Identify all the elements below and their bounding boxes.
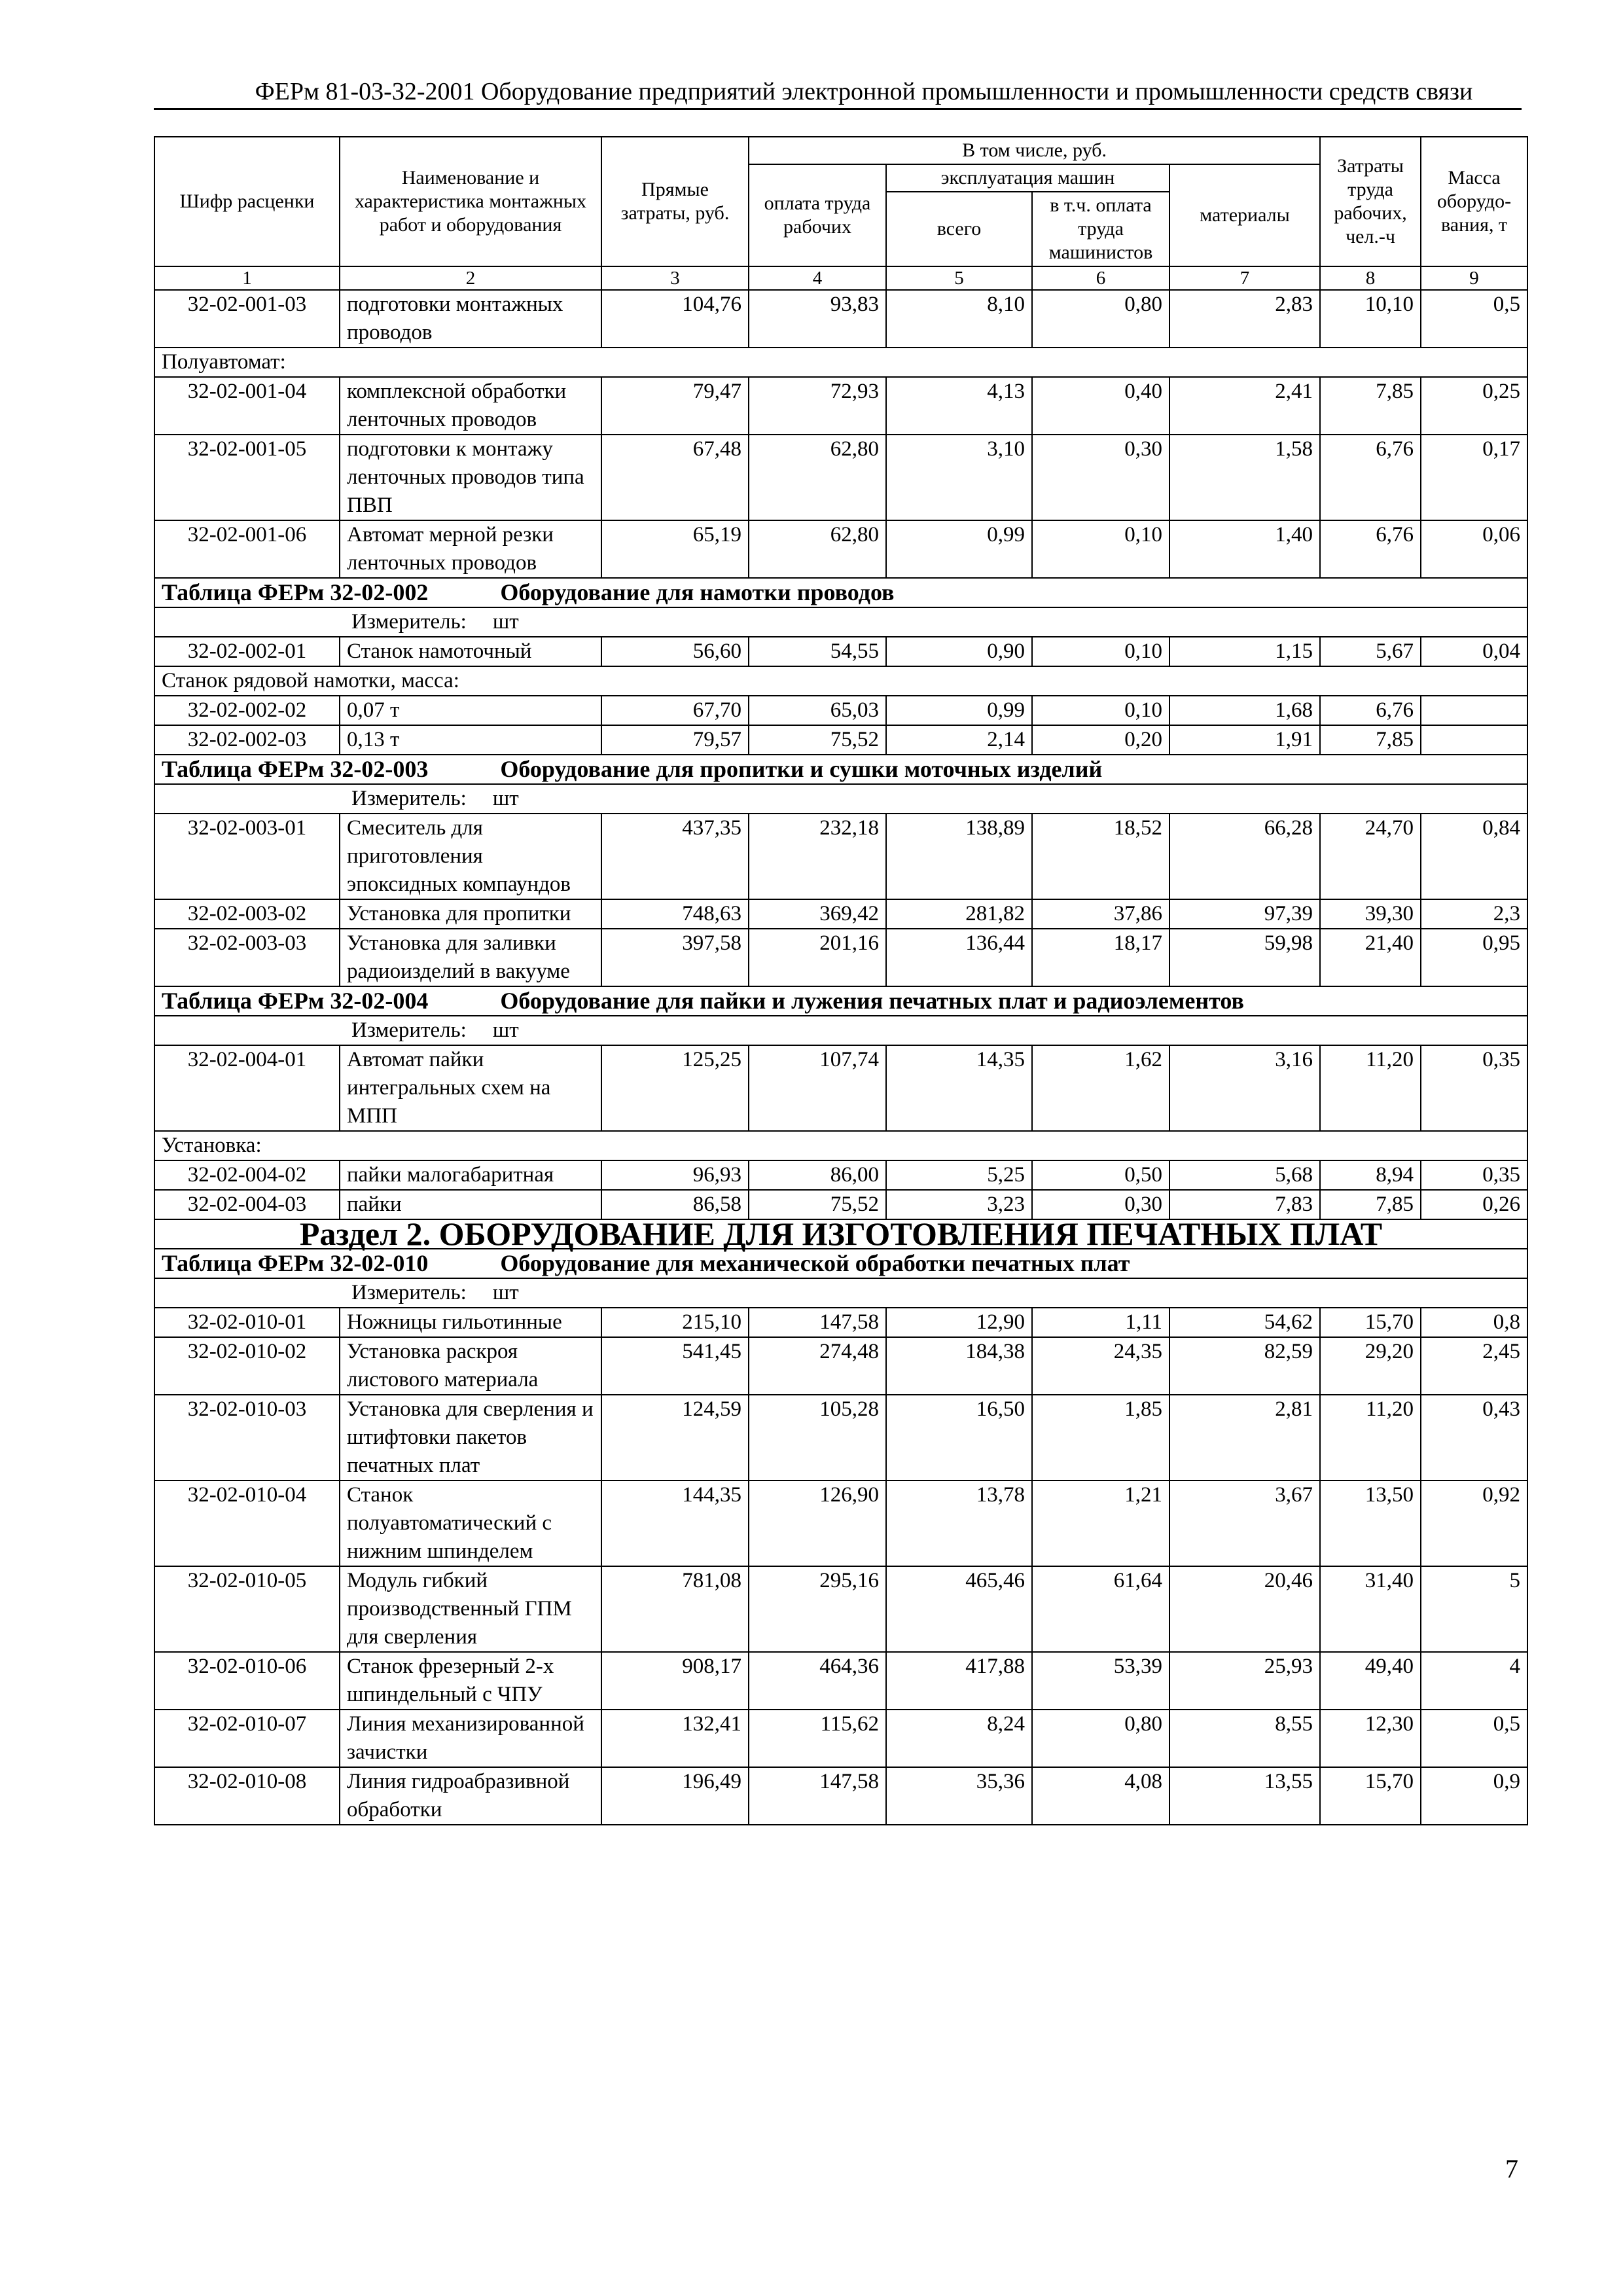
- group-label-row: [154, 348, 1527, 377]
- table-title-cell: [154, 755, 1527, 784]
- cell-labor-costs: 13,50: [1320, 1480, 1421, 1566]
- rate-code: 32-02-010-08: [154, 1767, 340, 1825]
- cell-machinist-wages: 18,52: [1032, 814, 1169, 899]
- cell-labor-costs: 8,94: [1320, 1160, 1421, 1190]
- table-label: Таблица ФЕРм 32-02-002: [162, 579, 429, 605]
- cell-machines-total: 417,88: [886, 1652, 1032, 1710]
- cell-materials: 1,15: [1169, 637, 1320, 666]
- cell-equipment-mass: 0,04: [1421, 637, 1527, 666]
- item-name: Ножницы гильотинные: [340, 1308, 601, 1337]
- page-number: 7: [1505, 2154, 1518, 2183]
- measure-cell: [154, 1278, 1527, 1308]
- table-row: [154, 1710, 1527, 1767]
- rate-code: 32-02-001-03: [154, 290, 340, 348]
- cell-machinist-wages: 1,62: [1032, 1045, 1169, 1131]
- cell-direct-costs: 541,45: [601, 1337, 749, 1395]
- cell-machinist-wages: 0,50: [1032, 1160, 1169, 1190]
- measure-cell: [154, 607, 1527, 637]
- cell-labor-costs: 12,30: [1320, 1710, 1421, 1767]
- cell-labor-costs: 6,76: [1320, 520, 1421, 578]
- cell-materials: 3,67: [1169, 1480, 1320, 1566]
- measure-label: Измеритель:: [351, 1018, 467, 1042]
- header-machinist-wages: в т.ч. оплата труда машинистов: [1032, 192, 1169, 266]
- header-including: В том числе, руб.: [749, 137, 1320, 164]
- header-rule: [154, 108, 1522, 110]
- cell-labor-costs: 11,20: [1320, 1045, 1421, 1131]
- header-wages: оплата труда рабочих: [749, 164, 886, 266]
- cell-machinist-wages: 0,40: [1032, 377, 1169, 435]
- cell-labor-costs: 31,40: [1320, 1566, 1421, 1652]
- item-name: подготовки монтажных проводов: [340, 290, 601, 348]
- cell-direct-costs: 56,60: [601, 637, 749, 666]
- cell-materials: 97,39: [1169, 899, 1320, 929]
- table-title-row: [154, 755, 1527, 784]
- cell-equipment-mass: 0,8: [1421, 1308, 1527, 1337]
- header-code: Шифр расценки: [154, 137, 340, 266]
- cell-machinist-wages: 0,10: [1032, 696, 1169, 725]
- cell-labor-costs: 7,85: [1320, 1190, 1421, 1219]
- cell-wages: 65,03: [749, 696, 886, 725]
- measure-unit: шт: [492, 1281, 519, 1304]
- cell-wages: 274,48: [749, 1337, 886, 1395]
- cell-materials: 66,28: [1169, 814, 1320, 899]
- cell-labor-costs: 24,70: [1320, 814, 1421, 899]
- cell-machines-total: 0,99: [886, 520, 1032, 578]
- cell-machinist-wages: 24,35: [1032, 1337, 1169, 1395]
- cell-materials: 20,46: [1169, 1566, 1320, 1652]
- cell-wages: 464,36: [749, 1652, 886, 1710]
- measure-unit: шт: [492, 787, 519, 810]
- rate-code: 32-02-002-03: [154, 725, 340, 755]
- cell-machines-total: 14,35: [886, 1045, 1032, 1131]
- item-name: Станок полуавтоматический с нижним шпинделем: [340, 1480, 601, 1566]
- cell-wages: 369,42: [749, 899, 886, 929]
- cell-wages: 295,16: [749, 1566, 886, 1652]
- cell-labor-costs: 6,76: [1320, 696, 1421, 725]
- cell-materials: 2,81: [1169, 1395, 1320, 1480]
- rate-code: 32-02-004-01: [154, 1045, 340, 1131]
- cell-labor-costs: 6,76: [1320, 435, 1421, 520]
- table-row: [154, 725, 1527, 755]
- rate-code: 32-02-010-05: [154, 1566, 340, 1652]
- cell-wages: 115,62: [749, 1710, 886, 1767]
- item-name: Установка раскроя листового материала: [340, 1337, 601, 1395]
- table-row: [154, 1395, 1527, 1480]
- cell-wages: 107,74: [749, 1045, 886, 1131]
- cell-machines-total: 12,90: [886, 1308, 1032, 1337]
- table-title-cell: [154, 986, 1527, 1016]
- column-number: 6: [1032, 266, 1169, 290]
- cell-machinist-wages: 1,11: [1032, 1308, 1169, 1337]
- table-title-cell: [154, 578, 1527, 607]
- rate-code: 32-02-003-01: [154, 814, 340, 899]
- rate-code: 32-02-002-02: [154, 696, 340, 725]
- cell-equipment-mass: 0,35: [1421, 1045, 1527, 1131]
- cell-machines-total: 0,90: [886, 637, 1032, 666]
- cell-machinist-wages: 0,80: [1032, 1710, 1169, 1767]
- table-label: Таблица ФЕРм 32-02-010: [162, 1250, 429, 1276]
- cell-wages: 232,18: [749, 814, 886, 899]
- cell-materials: 82,59: [1169, 1337, 1320, 1395]
- cell-equipment-mass: 0,25: [1421, 377, 1527, 435]
- section-row: [154, 1219, 1527, 1249]
- cell-machines-total: 138,89: [886, 814, 1032, 899]
- item-name: Станок фрезерный 2-х шпиндельный с ЧПУ: [340, 1652, 601, 1710]
- cell-equipment-mass: 0,84: [1421, 814, 1527, 899]
- cell-materials: 2,41: [1169, 377, 1320, 435]
- cell-labor-costs: 21,40: [1320, 929, 1421, 986]
- cell-direct-costs: 748,63: [601, 899, 749, 929]
- cell-direct-costs: 67,70: [601, 696, 749, 725]
- table-body: [154, 290, 1527, 1825]
- cell-labor-costs: 15,70: [1320, 1308, 1421, 1337]
- cell-materials: 25,93: [1169, 1652, 1320, 1710]
- cell-materials: 1,40: [1169, 520, 1320, 578]
- table-title-row: [154, 986, 1527, 1016]
- column-number: 5: [886, 266, 1032, 290]
- cell-wages: 93,83: [749, 290, 886, 348]
- table-row: [154, 637, 1527, 666]
- item-name: Автомат пайки интегральных схем на МПП: [340, 1045, 601, 1131]
- cell-equipment-mass: 0,35: [1421, 1160, 1527, 1190]
- item-name: 0,13 т: [340, 725, 601, 755]
- cell-wages: 62,80: [749, 520, 886, 578]
- column-number: 2: [340, 266, 601, 290]
- measure-row: [154, 1278, 1527, 1308]
- cell-materials: 1,68: [1169, 696, 1320, 725]
- cell-direct-costs: 86,58: [601, 1190, 749, 1219]
- cell-materials: 59,98: [1169, 929, 1320, 986]
- rate-code: 32-02-002-01: [154, 637, 340, 666]
- cell-materials: 13,55: [1169, 1767, 1320, 1825]
- header-name: Наименование и характеристика монтажных работ и оборудования: [340, 137, 601, 266]
- cell-equipment-mass: [1421, 725, 1527, 755]
- cell-machines-total: 5,25: [886, 1160, 1032, 1190]
- item-name: Линия гидроабразивной обработки: [340, 1767, 601, 1825]
- table-row: [154, 520, 1527, 578]
- cell-machines-total: 35,36: [886, 1767, 1032, 1825]
- rates-table: [154, 136, 1528, 1825]
- rate-code: 32-02-010-02: [154, 1337, 340, 1395]
- table-title: Оборудование для механической обработки печатных плат: [500, 1250, 1130, 1276]
- cell-direct-costs: 65,19: [601, 520, 749, 578]
- cell-machines-total: 16,50: [886, 1395, 1032, 1480]
- cell-equipment-mass: 0,92: [1421, 1480, 1527, 1566]
- table-row: [154, 1337, 1527, 1395]
- cell-wages: 62,80: [749, 435, 886, 520]
- measure-label: Измеритель:: [351, 610, 467, 634]
- cell-machinist-wages: 61,64: [1032, 1566, 1169, 1652]
- table-row: [154, 1045, 1527, 1131]
- cell-wages: 147,58: [749, 1308, 886, 1337]
- column-numbers-row: [154, 266, 1527, 290]
- table-row: [154, 696, 1527, 725]
- table-row: [154, 435, 1527, 520]
- group-label-row: [154, 1131, 1527, 1160]
- cell-wages: 105,28: [749, 1395, 886, 1480]
- cell-labor-costs: 49,40: [1320, 1652, 1421, 1710]
- table-title: Оборудование для пайки и лужения печатных плат и радиоэлементов: [500, 988, 1244, 1014]
- cell-machines-total: 13,78: [886, 1480, 1032, 1566]
- group-label: Станок рядовой намотки, масса:: [154, 666, 1527, 696]
- cell-machinist-wages: 0,80: [1032, 290, 1169, 348]
- cell-machinist-wages: 0,30: [1032, 435, 1169, 520]
- cell-machinist-wages: 53,39: [1032, 1652, 1169, 1710]
- cell-machines-total: 8,10: [886, 290, 1032, 348]
- cell-machinist-wages: 0,30: [1032, 1190, 1169, 1219]
- item-name: пайки: [340, 1190, 601, 1219]
- cell-direct-costs: 125,25: [601, 1045, 749, 1131]
- cell-equipment-mass: 0,26: [1421, 1190, 1527, 1219]
- cell-machines-total: 2,14: [886, 725, 1032, 755]
- cell-equipment-mass: 0,5: [1421, 1710, 1527, 1767]
- rate-code: 32-02-004-02: [154, 1160, 340, 1190]
- column-number: 3: [601, 266, 749, 290]
- rate-code: 32-02-010-06: [154, 1652, 340, 1710]
- cell-machines-total: 136,44: [886, 929, 1032, 986]
- cell-wages: 75,52: [749, 725, 886, 755]
- table-row: [154, 1566, 1527, 1652]
- cell-machines-total: 3,23: [886, 1190, 1032, 1219]
- rate-code: 32-02-010-07: [154, 1710, 340, 1767]
- table-header: [154, 137, 1527, 290]
- table-row: [154, 1652, 1527, 1710]
- cell-equipment-mass: 0,06: [1421, 520, 1527, 578]
- table-title: Оборудование для намотки проводов: [500, 579, 895, 605]
- cell-equipment-mass: 0,9: [1421, 1767, 1527, 1825]
- cell-direct-costs: 908,17: [601, 1652, 749, 1710]
- cell-machinist-wages: 0,10: [1032, 520, 1169, 578]
- table-row: [154, 929, 1527, 986]
- cell-equipment-mass: 0,5: [1421, 290, 1527, 348]
- rate-code: 32-02-001-05: [154, 435, 340, 520]
- measure-cell: [154, 1016, 1527, 1045]
- column-number: 1: [154, 266, 340, 290]
- cell-wages: 126,90: [749, 1480, 886, 1566]
- table-row: [154, 1160, 1527, 1190]
- table-row: [154, 1480, 1527, 1566]
- measure-row: [154, 784, 1527, 814]
- cell-direct-costs: 397,58: [601, 929, 749, 986]
- item-name: Установка для сверления и штифтовки пакетов печатных плат: [340, 1395, 601, 1480]
- header-labor-costs: Затраты труда рабочих, чел.-ч: [1320, 137, 1421, 266]
- item-name: пайки малогабаритная: [340, 1160, 601, 1190]
- cell-labor-costs: 39,30: [1320, 899, 1421, 929]
- item-name: комплексной обработки ленточных проводов: [340, 377, 601, 435]
- measure-row: [154, 607, 1527, 637]
- cell-machinist-wages: 0,20: [1032, 725, 1169, 755]
- item-name: Модуль гибкий производственный ГПМ для сверления: [340, 1566, 601, 1652]
- cell-direct-costs: 132,41: [601, 1710, 749, 1767]
- column-number: 4: [749, 266, 886, 290]
- cell-equipment-mass: 5: [1421, 1566, 1527, 1652]
- cell-direct-costs: 104,76: [601, 290, 749, 348]
- item-name: Станок намоточный: [340, 637, 601, 666]
- table-row: [154, 290, 1527, 348]
- cell-wages: 86,00: [749, 1160, 886, 1190]
- cell-direct-costs: 79,47: [601, 377, 749, 435]
- measure-unit: шт: [492, 610, 519, 634]
- cell-direct-costs: 79,57: [601, 725, 749, 755]
- table-title-row: [154, 1249, 1527, 1278]
- cell-direct-costs: 67,48: [601, 435, 749, 520]
- cell-labor-costs: 7,85: [1320, 377, 1421, 435]
- cell-materials: 54,62: [1169, 1308, 1320, 1337]
- cell-materials: 8,55: [1169, 1710, 1320, 1767]
- item-name: 0,07 т: [340, 696, 601, 725]
- table-label: Таблица ФЕРм 32-02-004: [162, 988, 429, 1014]
- cell-equipment-mass: 0,95: [1421, 929, 1527, 986]
- cell-equipment-mass: 2,3: [1421, 899, 1527, 929]
- cell-materials: 5,68: [1169, 1160, 1320, 1190]
- column-number: 7: [1169, 266, 1320, 290]
- column-number: 9: [1421, 266, 1527, 290]
- cell-equipment-mass: [1421, 696, 1527, 725]
- cell-machines-total: 0,99: [886, 696, 1032, 725]
- cell-machines-total: 8,24: [886, 1710, 1032, 1767]
- column-number: 8: [1320, 266, 1421, 290]
- table-row: [154, 377, 1527, 435]
- rate-code: 32-02-004-03: [154, 1190, 340, 1219]
- item-name: Смеситель для приготовления эпоксидных компаундов: [340, 814, 601, 899]
- cell-wages: 72,93: [749, 377, 886, 435]
- cell-machines-total: 465,46: [886, 1566, 1032, 1652]
- cell-direct-costs: 437,35: [601, 814, 749, 899]
- header-equipment-mass: Масса оборудо-вания, т: [1421, 137, 1527, 266]
- cell-labor-costs: 29,20: [1320, 1337, 1421, 1395]
- table-label: Таблица ФЕРм 32-02-003: [162, 756, 429, 782]
- cell-materials: 1,91: [1169, 725, 1320, 755]
- rate-code: 32-02-003-03: [154, 929, 340, 986]
- table-row: [154, 899, 1527, 929]
- cell-machines-total: 184,38: [886, 1337, 1032, 1395]
- group-label: Установка:: [154, 1131, 1527, 1160]
- cell-machines-total: 281,82: [886, 899, 1032, 929]
- cell-machinist-wages: 4,08: [1032, 1767, 1169, 1825]
- cell-equipment-mass: 0,17: [1421, 435, 1527, 520]
- cell-materials: 2,83: [1169, 290, 1320, 348]
- table-row: [154, 814, 1527, 899]
- measure-cell: [154, 784, 1527, 814]
- header-machines-total: всего: [886, 192, 1032, 266]
- cell-machines-total: 4,13: [886, 377, 1032, 435]
- item-name: Автомат мерной резки ленточных проводов: [340, 520, 601, 578]
- cell-machinist-wages: 0,10: [1032, 637, 1169, 666]
- cell-wages: 54,55: [749, 637, 886, 666]
- rate-code: 32-02-001-04: [154, 377, 340, 435]
- cell-equipment-mass: 2,45: [1421, 1337, 1527, 1395]
- cell-direct-costs: 196,49: [601, 1767, 749, 1825]
- cell-labor-costs: 15,70: [1320, 1767, 1421, 1825]
- cell-direct-costs: 96,93: [601, 1160, 749, 1190]
- measure-label: Измеритель:: [351, 787, 467, 810]
- cell-direct-costs: 124,59: [601, 1395, 749, 1480]
- item-name: Установка для заливки радиоизделий в вакууме: [340, 929, 601, 986]
- running-header: ФЕРм 81-03-32-2001 Оборудование предприятий электронной промышленности и промышленности средств связи: [255, 78, 1473, 105]
- item-name: Установка для пропитки: [340, 899, 601, 929]
- cell-machinist-wages: 1,21: [1032, 1480, 1169, 1566]
- rate-code: 32-02-010-04: [154, 1480, 340, 1566]
- cell-labor-costs: 11,20: [1320, 1395, 1421, 1480]
- table-title: Оборудование для пропитки и сушки моточных изделий: [500, 756, 1103, 782]
- rate-code: 32-02-001-06: [154, 520, 340, 578]
- cell-wages: 75,52: [749, 1190, 886, 1219]
- group-label-row: [154, 666, 1527, 696]
- cell-wages: 147,58: [749, 1767, 886, 1825]
- item-name: Линия механизированной зачистки: [340, 1710, 601, 1767]
- cell-direct-costs: 781,08: [601, 1566, 749, 1652]
- table-title-row: [154, 578, 1527, 607]
- cell-machinist-wages: 18,17: [1032, 929, 1169, 986]
- measure-unit: шт: [492, 1018, 519, 1042]
- section-title: Раздел 2. ОБОРУДОВАНИЕ ДЛЯ ИЗГОТОВЛЕНИЯ ПЕЧАТНЫХ ПЛАТ: [154, 1219, 1527, 1249]
- cell-equipment-mass: 0,43: [1421, 1395, 1527, 1480]
- cell-materials: 7,83: [1169, 1190, 1320, 1219]
- table-row: [154, 1767, 1527, 1825]
- rate-code: 32-02-010-01: [154, 1308, 340, 1337]
- cell-machines-total: 3,10: [886, 435, 1032, 520]
- cell-labor-costs: 5,67: [1320, 637, 1421, 666]
- table-row: [154, 1308, 1527, 1337]
- rate-code: 32-02-010-03: [154, 1395, 340, 1480]
- cell-machinist-wages: 1,85: [1032, 1395, 1169, 1480]
- group-label: Полуавтомат:: [154, 348, 1527, 377]
- measure-label: Измеритель:: [351, 1281, 467, 1304]
- measure-row: [154, 1016, 1527, 1045]
- header-direct-costs: Прямые затраты, руб.: [601, 137, 749, 266]
- cell-direct-costs: 215,10: [601, 1308, 749, 1337]
- cell-materials: 1,58: [1169, 435, 1320, 520]
- cell-direct-costs: 144,35: [601, 1480, 749, 1566]
- cell-labor-costs: 7,85: [1320, 725, 1421, 755]
- item-name: подготовки к монтажу ленточных проводов типа ПВП: [340, 435, 601, 520]
- cell-equipment-mass: 4: [1421, 1652, 1527, 1710]
- header-materials: материалы: [1169, 164, 1320, 266]
- header-machine-operation: эксплуатация машин: [886, 164, 1169, 192]
- table-title-cell: [154, 1249, 1527, 1278]
- cell-wages: 201,16: [749, 929, 886, 986]
- cell-machinist-wages: 37,86: [1032, 899, 1169, 929]
- rate-code: 32-02-003-02: [154, 899, 340, 929]
- cell-materials: 3,16: [1169, 1045, 1320, 1131]
- cell-labor-costs: 10,10: [1320, 290, 1421, 348]
